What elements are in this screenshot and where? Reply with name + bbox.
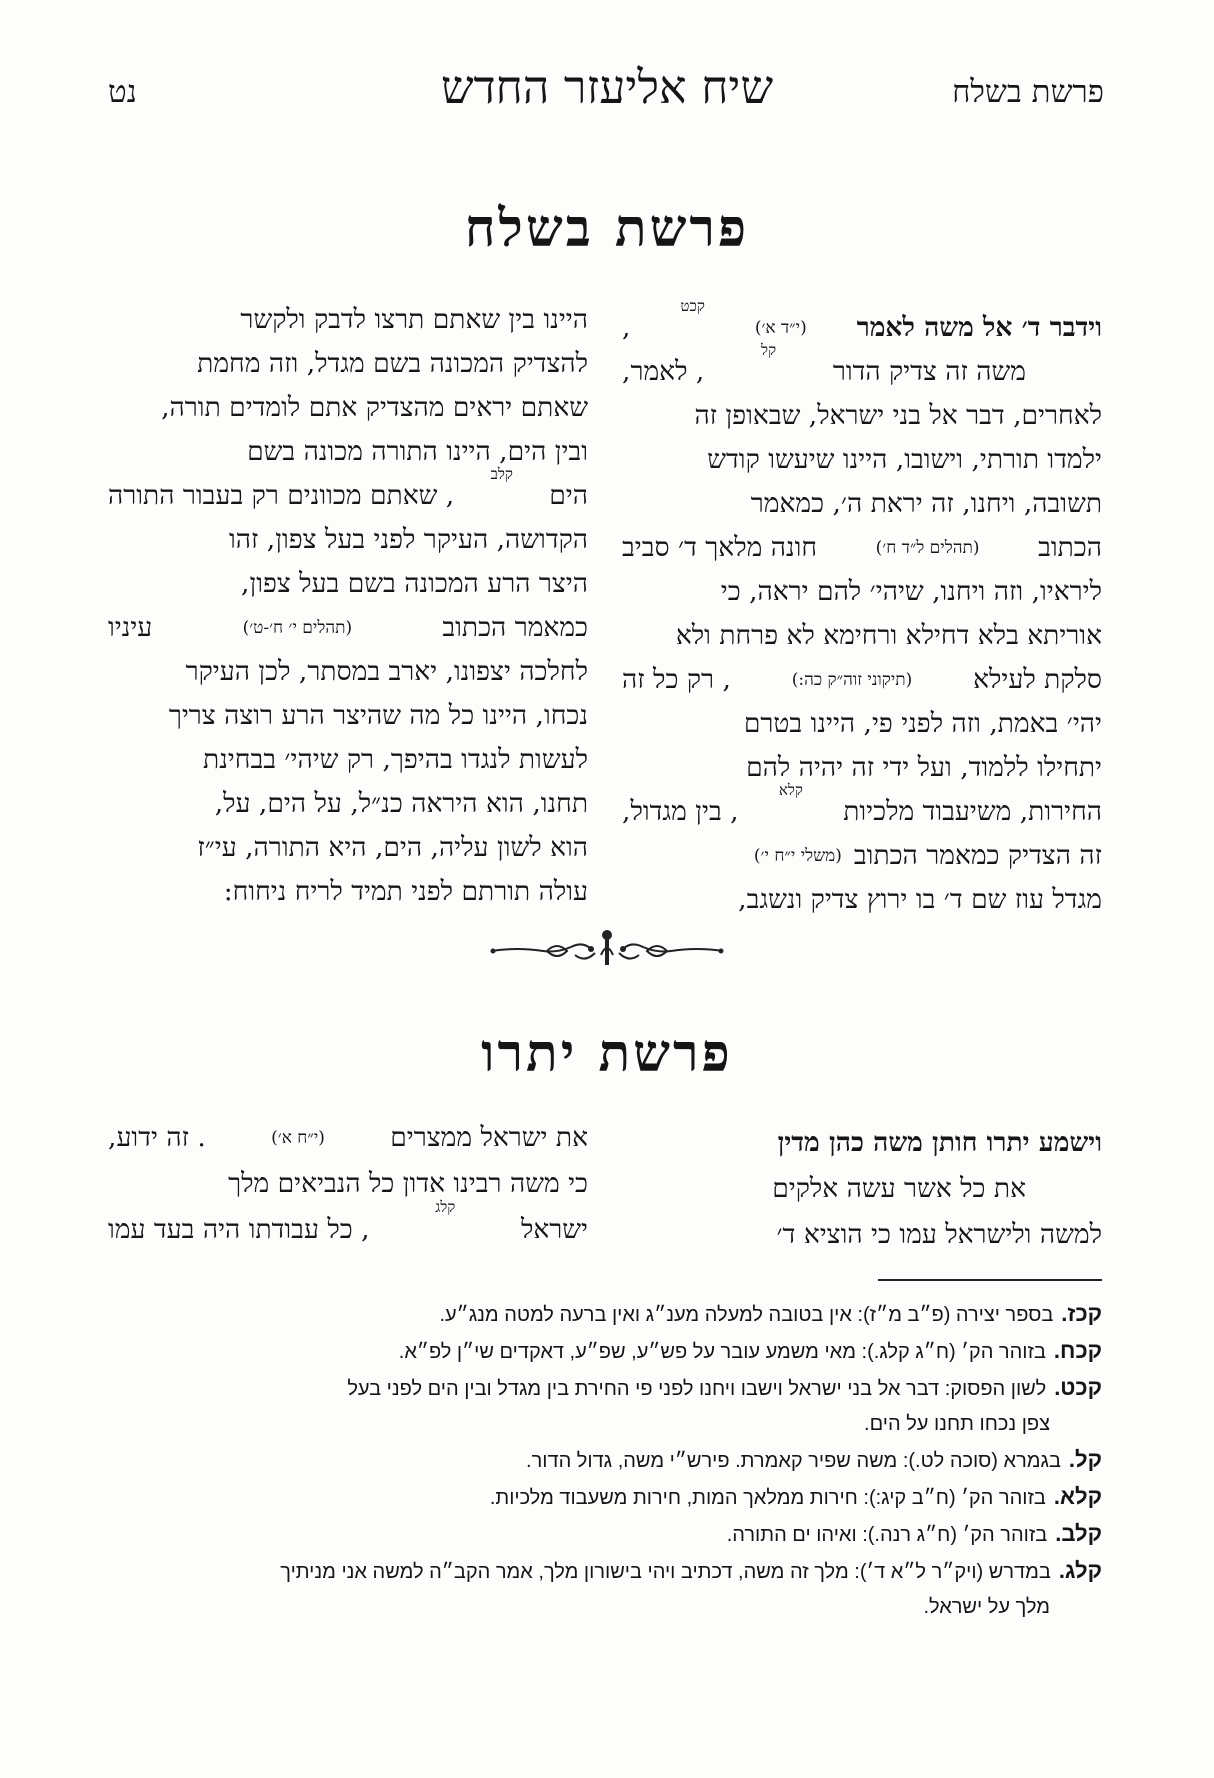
footnote-number: קכח. xyxy=(1053,1338,1102,1363)
footnote-text: בגמרא (סוכה לט.): משה שפיר קאמרת. פירש״י משה, גדול הדור. xyxy=(526,1450,1061,1472)
text-segment: למשה ולישראל עמו כי הוציא ד׳ xyxy=(776,1219,1102,1250)
text-line xyxy=(108,1198,588,1253)
text-line xyxy=(622,746,1102,790)
footnote-line xyxy=(108,1333,1102,1370)
footnote-separator xyxy=(878,1279,1102,1281)
text-segment: תחנו, הוא היראה כנ״ל, על הים, על, xyxy=(214,788,588,819)
text-line xyxy=(622,570,1102,614)
footnote-text: לשון הפסוק: דבר אל בני ישראל וישבו ויחנו לפני פי החירת בין מגדל ובין הים לפני בעל xyxy=(347,1378,1047,1400)
text-segment: ישראל xyxy=(520,1214,588,1245)
text-line xyxy=(622,702,1102,746)
text-line xyxy=(622,297,1102,350)
footnote-number: קכז. xyxy=(1061,1301,1102,1326)
text-segment: נכחו, היינו כל מה שהיצר הרע רוצה צריך xyxy=(168,700,588,731)
footnote-line xyxy=(108,1442,1102,1479)
source-reference: (תהלים י׳ ח׳-ט׳) xyxy=(242,618,353,638)
text-line xyxy=(622,1120,1102,1166)
text-segment: אוריתא בלא דחילא ורחימא לא פרחת ולא xyxy=(675,620,1102,651)
footnote-marker: קלא xyxy=(778,781,803,799)
footnote-line xyxy=(108,1296,1102,1333)
text-segment: לעשות לנגדו בהיפך, רק שיהי׳ בבחינת xyxy=(203,744,588,775)
text-segment: עולה תורתם לפני תמיד לריח ניחוח: xyxy=(223,876,588,907)
footnote-marker: קל xyxy=(761,341,777,359)
text-line xyxy=(108,562,588,606)
text-segment: סלקת לעילא xyxy=(973,664,1102,695)
text-segment: את כל אשר עשה אלקים xyxy=(772,1173,1026,1204)
footnote-marker: קלב xyxy=(490,465,513,483)
text-line xyxy=(622,781,1102,834)
running-header-parsha: פרשת בשלח xyxy=(952,74,1104,110)
text-line xyxy=(108,298,588,342)
text-segment: כי משה רבינו אדון כל הנביאים מלך xyxy=(228,1168,588,1199)
text-segment: , רק כל זה xyxy=(622,664,731,695)
running-header-book-title: שיח אליעזר החדש xyxy=(440,60,774,114)
text-line xyxy=(622,526,1102,570)
footnote-number: קל. xyxy=(1068,1447,1102,1472)
text-line xyxy=(108,606,588,650)
text-line xyxy=(108,518,588,562)
footnotes xyxy=(108,1296,1102,1625)
text-line xyxy=(622,1212,1102,1258)
text-segment: את ישראל ממצרים xyxy=(390,1122,588,1153)
text-line xyxy=(108,650,588,694)
beshalach-left-column xyxy=(108,298,588,914)
text-line xyxy=(108,870,588,914)
yitro-left-column xyxy=(108,1115,588,1253)
footnote-text: בזוהר הק׳ (ח״ג רנה.): ואיהו ים התורה. xyxy=(726,1524,1048,1546)
footnote-marker: קלג xyxy=(435,1198,456,1216)
section-title-yitro: פרשת יתרו xyxy=(481,1023,733,1084)
footnote-text: בספר יצירה (פ״ב מ״ז): אין בטובה למעלה מענ״ג ואין ברעה למטה מנג״ע. xyxy=(439,1304,1054,1326)
beshalach-right-column xyxy=(622,297,1102,922)
source-reference: (י״ח א׳) xyxy=(271,1128,325,1148)
footnote-number: קכט. xyxy=(1054,1375,1102,1400)
footnote-number: קלב. xyxy=(1055,1521,1102,1546)
source-reference: (תהלים ל״ד ח׳) xyxy=(875,538,980,558)
text-segment: , בין מגדול, xyxy=(622,796,739,827)
footnote-text: בזוהר הק׳ (ח״ב קיג:): חירות ממלאך המות, חירות משעבוד מלכיות. xyxy=(489,1487,1046,1509)
text-segment: הקדושה, העיקר לפני בעל צפון, זהו xyxy=(228,524,588,555)
text-segment: , כל עבודתו היה בעד עמו xyxy=(108,1214,370,1245)
source-reference: (משלי י״ח י׳) xyxy=(753,846,842,866)
text-line xyxy=(622,658,1102,702)
text-line xyxy=(108,694,588,738)
text-segment: הים xyxy=(549,480,588,511)
footnote-line xyxy=(108,1370,1102,1407)
text-segment: וישמע יתרו חותן משה כהן מדין xyxy=(777,1127,1102,1158)
text-line xyxy=(622,394,1102,438)
text-line xyxy=(108,1115,588,1161)
footnote-marker: קכט xyxy=(680,297,705,315)
text-segment: ליראיו, וזה ויחנו, שיהי׳ להם יראה, כי xyxy=(720,576,1102,607)
source-reference: (תיקוני זוה״ק כה:) xyxy=(791,670,913,690)
footnote-line xyxy=(108,1479,1102,1516)
text-segment: יהי׳ באמת, וזה לפני פי, היינו בטרם xyxy=(743,708,1102,739)
text-line xyxy=(622,614,1102,658)
text-line xyxy=(108,386,588,430)
text-segment: יתחילו ללמוד, ועל ידי זה יהיה להם xyxy=(746,752,1102,783)
page-number: נט xyxy=(108,74,137,110)
text-segment: כמאמר הכתוב xyxy=(442,612,588,643)
text-segment: משה זה צדיק הדור xyxy=(832,356,1026,387)
text-segment: לחלכה יצפונו, יארב במסתר, לכן העיקר xyxy=(185,656,588,687)
text-line xyxy=(622,1166,1102,1212)
text-segment: עיניו xyxy=(108,612,153,643)
text-segment: חונה מלאך ד׳ סביב xyxy=(622,532,818,563)
footnote-line xyxy=(108,1516,1102,1553)
text-line xyxy=(622,438,1102,482)
text-segment: , xyxy=(622,312,631,343)
footnote-line xyxy=(108,1553,1102,1590)
footnote-text: מלך על ישראל. xyxy=(923,1596,1050,1618)
text-segment: , לאמר, xyxy=(622,356,705,387)
text-line xyxy=(622,834,1102,878)
footnote-line xyxy=(108,1407,1102,1442)
text-line xyxy=(622,341,1102,394)
footnote-text: צפן נכחו תחנו על הים. xyxy=(864,1413,1050,1435)
footnote-number: קלג. xyxy=(1058,1558,1102,1583)
text-segment: לאחרים, דבר אל בני ישראל, שבאופן זה xyxy=(694,400,1102,431)
section-title-beshalach: פרשת בשלח xyxy=(464,198,750,259)
text-segment: ילמדו תורתי, וישובו, היינו שיעשו קודש xyxy=(707,444,1102,475)
yitro-right-column xyxy=(622,1120,1102,1258)
text-segment: . זה ידוע, xyxy=(108,1122,206,1153)
text-segment: להצדיק המכונה בשם מגדל, וזה מחמת xyxy=(197,348,588,379)
text-segment: מגדל עוז שם ד׳ בו ירוץ צדיק ונשגב, xyxy=(738,884,1102,915)
footnote-text: בזוהר הק׳ (ח״ג קלג.): מאי משמע עובר על פש״ע, שפ״ע, דאקדים שי״ן לפ״א. xyxy=(398,1341,1046,1363)
text-line xyxy=(108,1161,588,1207)
text-line xyxy=(108,738,588,782)
text-line xyxy=(108,465,588,518)
section-divider-ornament-icon xyxy=(487,925,727,975)
text-line xyxy=(622,878,1102,922)
text-segment: היינו בין שאתם תרצו לדבק ולקשר xyxy=(240,304,588,335)
text-segment: , שאתם מכוונים רק בעבור התורה xyxy=(108,480,455,511)
footnote-number: קלא. xyxy=(1053,1484,1102,1509)
footnote-line xyxy=(108,1590,1102,1625)
text-line xyxy=(108,342,588,386)
text-line xyxy=(622,482,1102,526)
text-segment: שאתם יראים מהצדיק אתם לומדים תורה, xyxy=(161,392,588,423)
text-line xyxy=(108,782,588,826)
text-segment: הכתוב xyxy=(1038,532,1102,563)
text-line xyxy=(108,430,588,474)
text-segment: היצר הרע המכונה בשם בעל צפון, xyxy=(241,568,588,599)
text-segment: הוא לשון עליה, הים, היא התורה, עי״ז xyxy=(197,832,588,863)
text-line xyxy=(108,826,588,870)
text-segment: וידבר ד׳ אל משה לאמר xyxy=(856,312,1102,343)
text-segment: תשובה, ויחנו, זה יראת ה׳, כמאמר xyxy=(750,488,1102,519)
text-segment: החירות, משיעבוד מלכיות xyxy=(843,796,1102,827)
footnote-text: במדרש (ויק״ר ל״א ד׳): מלך זה משה, דכתיב ויהי בישורון מלך, אמר הקב״ה למשה אני מניתיך xyxy=(280,1561,1051,1583)
text-segment: זה הצדיק כמאמר הכתוב xyxy=(853,840,1102,871)
source-reference: (י״ד א׳) xyxy=(754,318,807,338)
text-segment: ובין הים, היינו התורה מכונה בשם xyxy=(247,436,588,467)
